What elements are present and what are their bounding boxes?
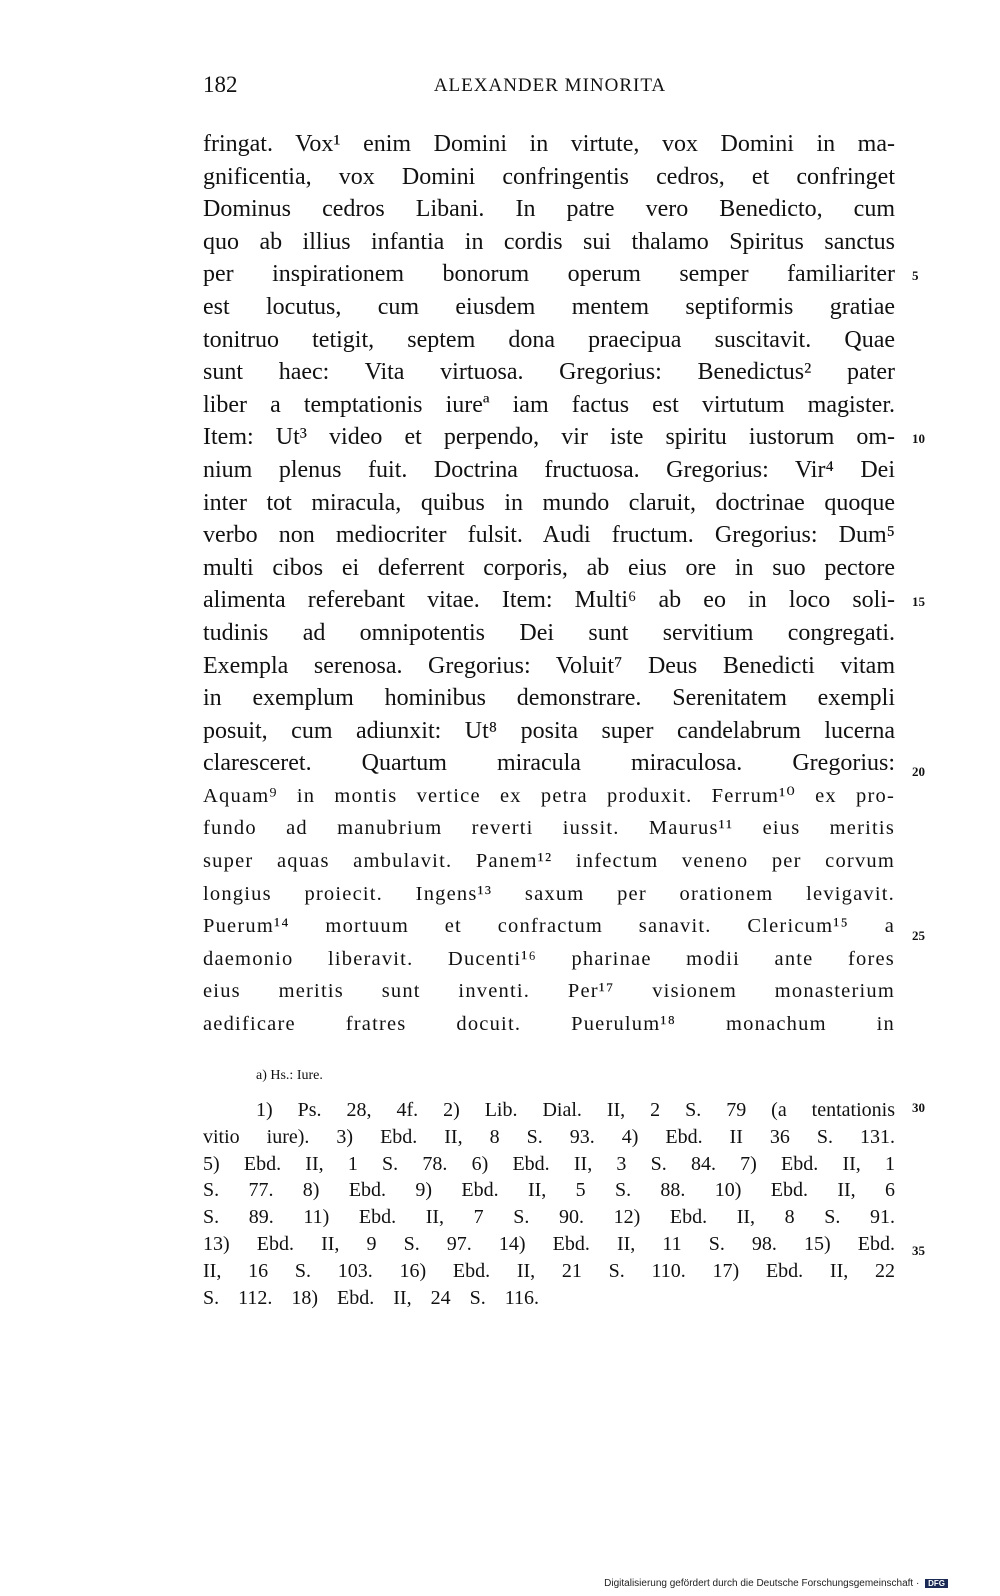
text-line: claresceret. Quartum miracula miraculosa. Gregorius: [203, 750, 895, 777]
digitization-credit [604, 1578, 948, 1589]
text-line: gnificentia, vox Domini confringentis cedros, et confringet [203, 163, 895, 190]
page-number: 182 [203, 72, 238, 97]
text-line: sunt haec: Vita virtuosa. Gregorius: Benedictus² pater [203, 359, 895, 386]
footnote-line: S. 112. 18) Ebd. II, 24 S. 116. [203, 1286, 539, 1309]
text-line: posuit, cum adiunxit: Ut⁸ posita super candelabrum lucerna [203, 717, 895, 744]
text-line: inter tot miracula, quibus in mundo claruit, doctrinae quoque [203, 489, 895, 516]
footnote-line: vitio iure). 3) Ebd. II, 8 S. 93. 4) Ebd. II 36 S. 131. [203, 1125, 895, 1148]
text-line: Puerum¹⁴ mortuum et confractum sanavit. Clericum¹⁵ a [203, 915, 895, 938]
line-number: 10 [912, 431, 925, 446]
text-line: liber a temptationis iureª iam factus est virtutum magister. [203, 391, 895, 418]
text-line: tudinis ad omnipotentis Dei sunt servitium congregati. [203, 619, 895, 646]
text-line: longius proiecit. Ingens¹³ saxum per orationem levigavit. [203, 882, 895, 905]
line-number: 35 [912, 1243, 925, 1258]
text-line: tonitruo tetigit, septem dona praecipua suscitavit. Quae [203, 326, 895, 353]
text-line: aedificare fratres docuit. Puerulum¹⁸ monachum in [203, 1013, 895, 1036]
body-text [203, 128, 895, 1041]
footnote-line: 5) Ebd. II, 1 S. 78. 6) Ebd. II, 3 S. 84. 7) Ebd. II, 1 [203, 1152, 895, 1175]
text-line: Item: Ut³ video et perpendo, vir iste spiritu iustorum om- [203, 424, 895, 451]
footnote-line: II, 16 S. 103. 16) Ebd. II, 21 S. 110. 17) Ebd. II, 22 [203, 1259, 895, 1282]
footnote-line: 1) Ps. 28, 4f. 2) Lib. Dial. II, 2 S. 79 (a tentationis [256, 1099, 895, 1121]
text-line: nium plenus fuit. Doctrina fructuosa. Gregorius: Vir⁴ Dei [203, 456, 895, 483]
text-line: Aquam⁹ in montis vertice ex petra produxit. Ferrum¹⁰ ex pro- [203, 784, 895, 807]
line-number: 25 [912, 928, 925, 943]
line-number: 5 [912, 268, 919, 283]
text-line: eius meritis sunt inventi. Per¹⁷ visionem monasterium [203, 980, 895, 1003]
apparatus-note: a) Hs.: Iure. [256, 1068, 323, 1083]
text-line: est locutus, cum eiusdem mentem septiformis gratiae [203, 293, 895, 320]
line-number: 30 [912, 1100, 925, 1115]
line-number: 15 [912, 594, 925, 609]
text-line: fringat. Vox¹ enim Domini in virtute, vox Domini in ma- [203, 131, 895, 157]
text-line: super aquas ambulavit. Panem¹² infectum veneno per corvum [203, 850, 895, 873]
text-line: in exemplum hominibus demonstrare. Serenitatem exempli [203, 685, 895, 712]
footnotes [203, 1097, 895, 1311]
running-head: ALEXANDER MINORITA [433, 75, 667, 96]
footnote-line: S. 89. 11) Ebd. II, 7 S. 90. 12) Ebd. II, 8 S. 91. [203, 1206, 895, 1229]
dfg-logo: DFG [925, 1579, 948, 1588]
text-line: Dominus cedros Libani. In patre vero Benedicto, cum [203, 196, 895, 223]
text-line: per inspirationem bonorum operum semper familiariter [203, 261, 895, 288]
text-line: alimenta referebant vitae. Item: Multi⁶ ab eo in loco soli- [203, 587, 895, 614]
footnote-line: 13) Ebd. II, 9 S. 97. 14) Ebd. II, 11 S. 98. 15) Ebd. [203, 1232, 895, 1255]
text-line: multi cibos ei deferrent corporis, ab eius ore in suo pectore [203, 554, 895, 581]
line-number: 20 [912, 764, 925, 779]
text-line: verbo non mediocriter fulsit. Audi fructum. Gregorius: Dum⁵ [203, 522, 895, 549]
text-line: quo ab illius infantia in cordis sui thalamo Spiritus sanctus [203, 228, 895, 255]
text-line: Exempla serenosa. Gregorius: Voluit⁷ Deus Benedicti vitam [203, 652, 895, 679]
footnote-line: S. 77. 8) Ebd. 9) Ebd. II, 5 S. 88. 10) Ebd. II, 6 [203, 1179, 895, 1202]
text-line: fundo ad manubrium reverti iussit. Maurus¹¹ eius meritis [203, 817, 895, 840]
credit-text: Digitalisierung gefördert durch die Deutsche Forschungsgemeinschaft · [604, 1578, 920, 1589]
text-line: daemonio liberavit. Ducenti¹⁶ pharinae modii ante fores [203, 947, 895, 970]
